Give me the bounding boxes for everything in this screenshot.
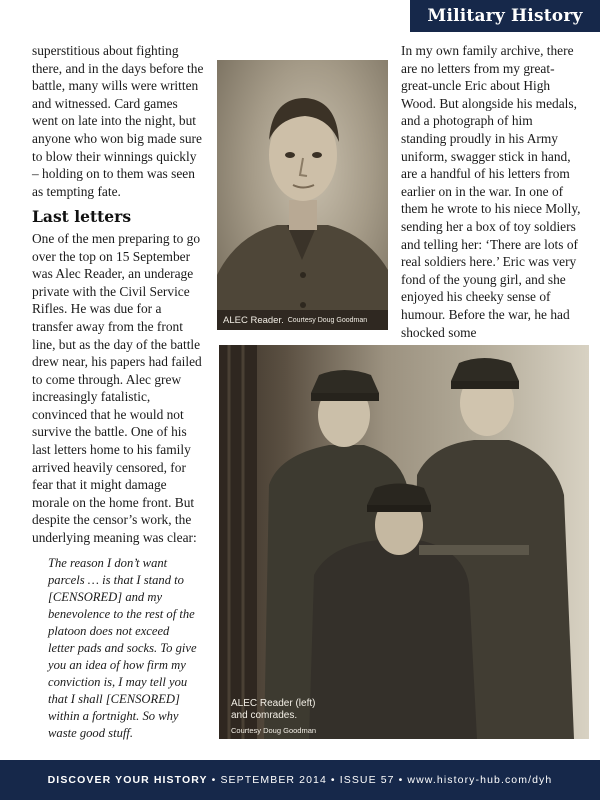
group-caption-line2: and comrades.	[231, 710, 298, 721]
group-caption-line1: ALEC Reader (left)	[231, 698, 316, 709]
left-paragraph-1: superstitious about fighting there, and in the days before the battle, many wills were written and witnessed. Card games went on late into the night, but anyone who won big made sure to blow their winnings quickly – holding on to them was seen as tempting fate.	[32, 43, 204, 199]
section-title: Military History	[427, 6, 583, 26]
page-footer	[0, 760, 600, 800]
group-photo	[219, 345, 589, 739]
footer-brand: DISCOVER YOUR HISTORY	[47, 774, 208, 786]
footer-issue: • SEPTEMBER 2014 • ISSUE 57 • www.history-hub.com/dyh	[207, 774, 553, 786]
section-header	[410, 0, 600, 32]
portrait-caption-text: ALEC Reader.	[223, 314, 284, 326]
subheading-last-letters: Last letters	[32, 207, 132, 227]
portrait-credit: Courtesy Doug Goodman	[287, 316, 368, 324]
group-caption	[231, 698, 316, 737]
letter-quote: The reason I don’t want parcels … is that I stand to [CENSORED] and my benevolence to the rest of the platoon does not exceed letter pads and socks. To give you an idea of how firm my conviction is, I may tell you that I shall [CENSORED] within a fortnight. So why waste good stuff.	[48, 555, 197, 740]
portrait-photo	[217, 60, 388, 330]
right-column	[401, 42, 581, 341]
left-paragraph-2: One of the men preparing to go over the top on 15 September was Alec Reader, an underage private with the Civil Service Rifles. He was due for a transfer away from the front line, but as the day of the battle drew near, his papers had failed to come through. Alec grew increasingly fatalistic, convinced that he would not survive the battle. One of his last letters home to his family arrived heavily censored, for fear that it might damage morale on the home front. But despite the censor’s work, the underlying meaning was clear:	[32, 230, 202, 546]
right-paragraph: In my own family archive, there are no letters from my great-great-uncle Eric about High Wood. But alongside his medals, and a photograph of him standing proudly in his Army uniform, swagger stick in hand, are a handful of his letters from earlier on in the war. In one of them he wrote to his niece Molly, sending her a box of toy soldiers and telling her: ‘There are lots of real soldiers here.’ Eric was very fond of the young girl, and she enjoyed his cheeky sense of humour. Before the war, he had shocked some	[401, 43, 581, 340]
portrait-caption	[217, 310, 388, 330]
left-column	[32, 42, 204, 742]
group-credit: Courtesy Doug Goodman	[231, 726, 317, 735]
portrait-illustration	[217, 60, 388, 330]
group-illustration	[219, 345, 589, 739]
